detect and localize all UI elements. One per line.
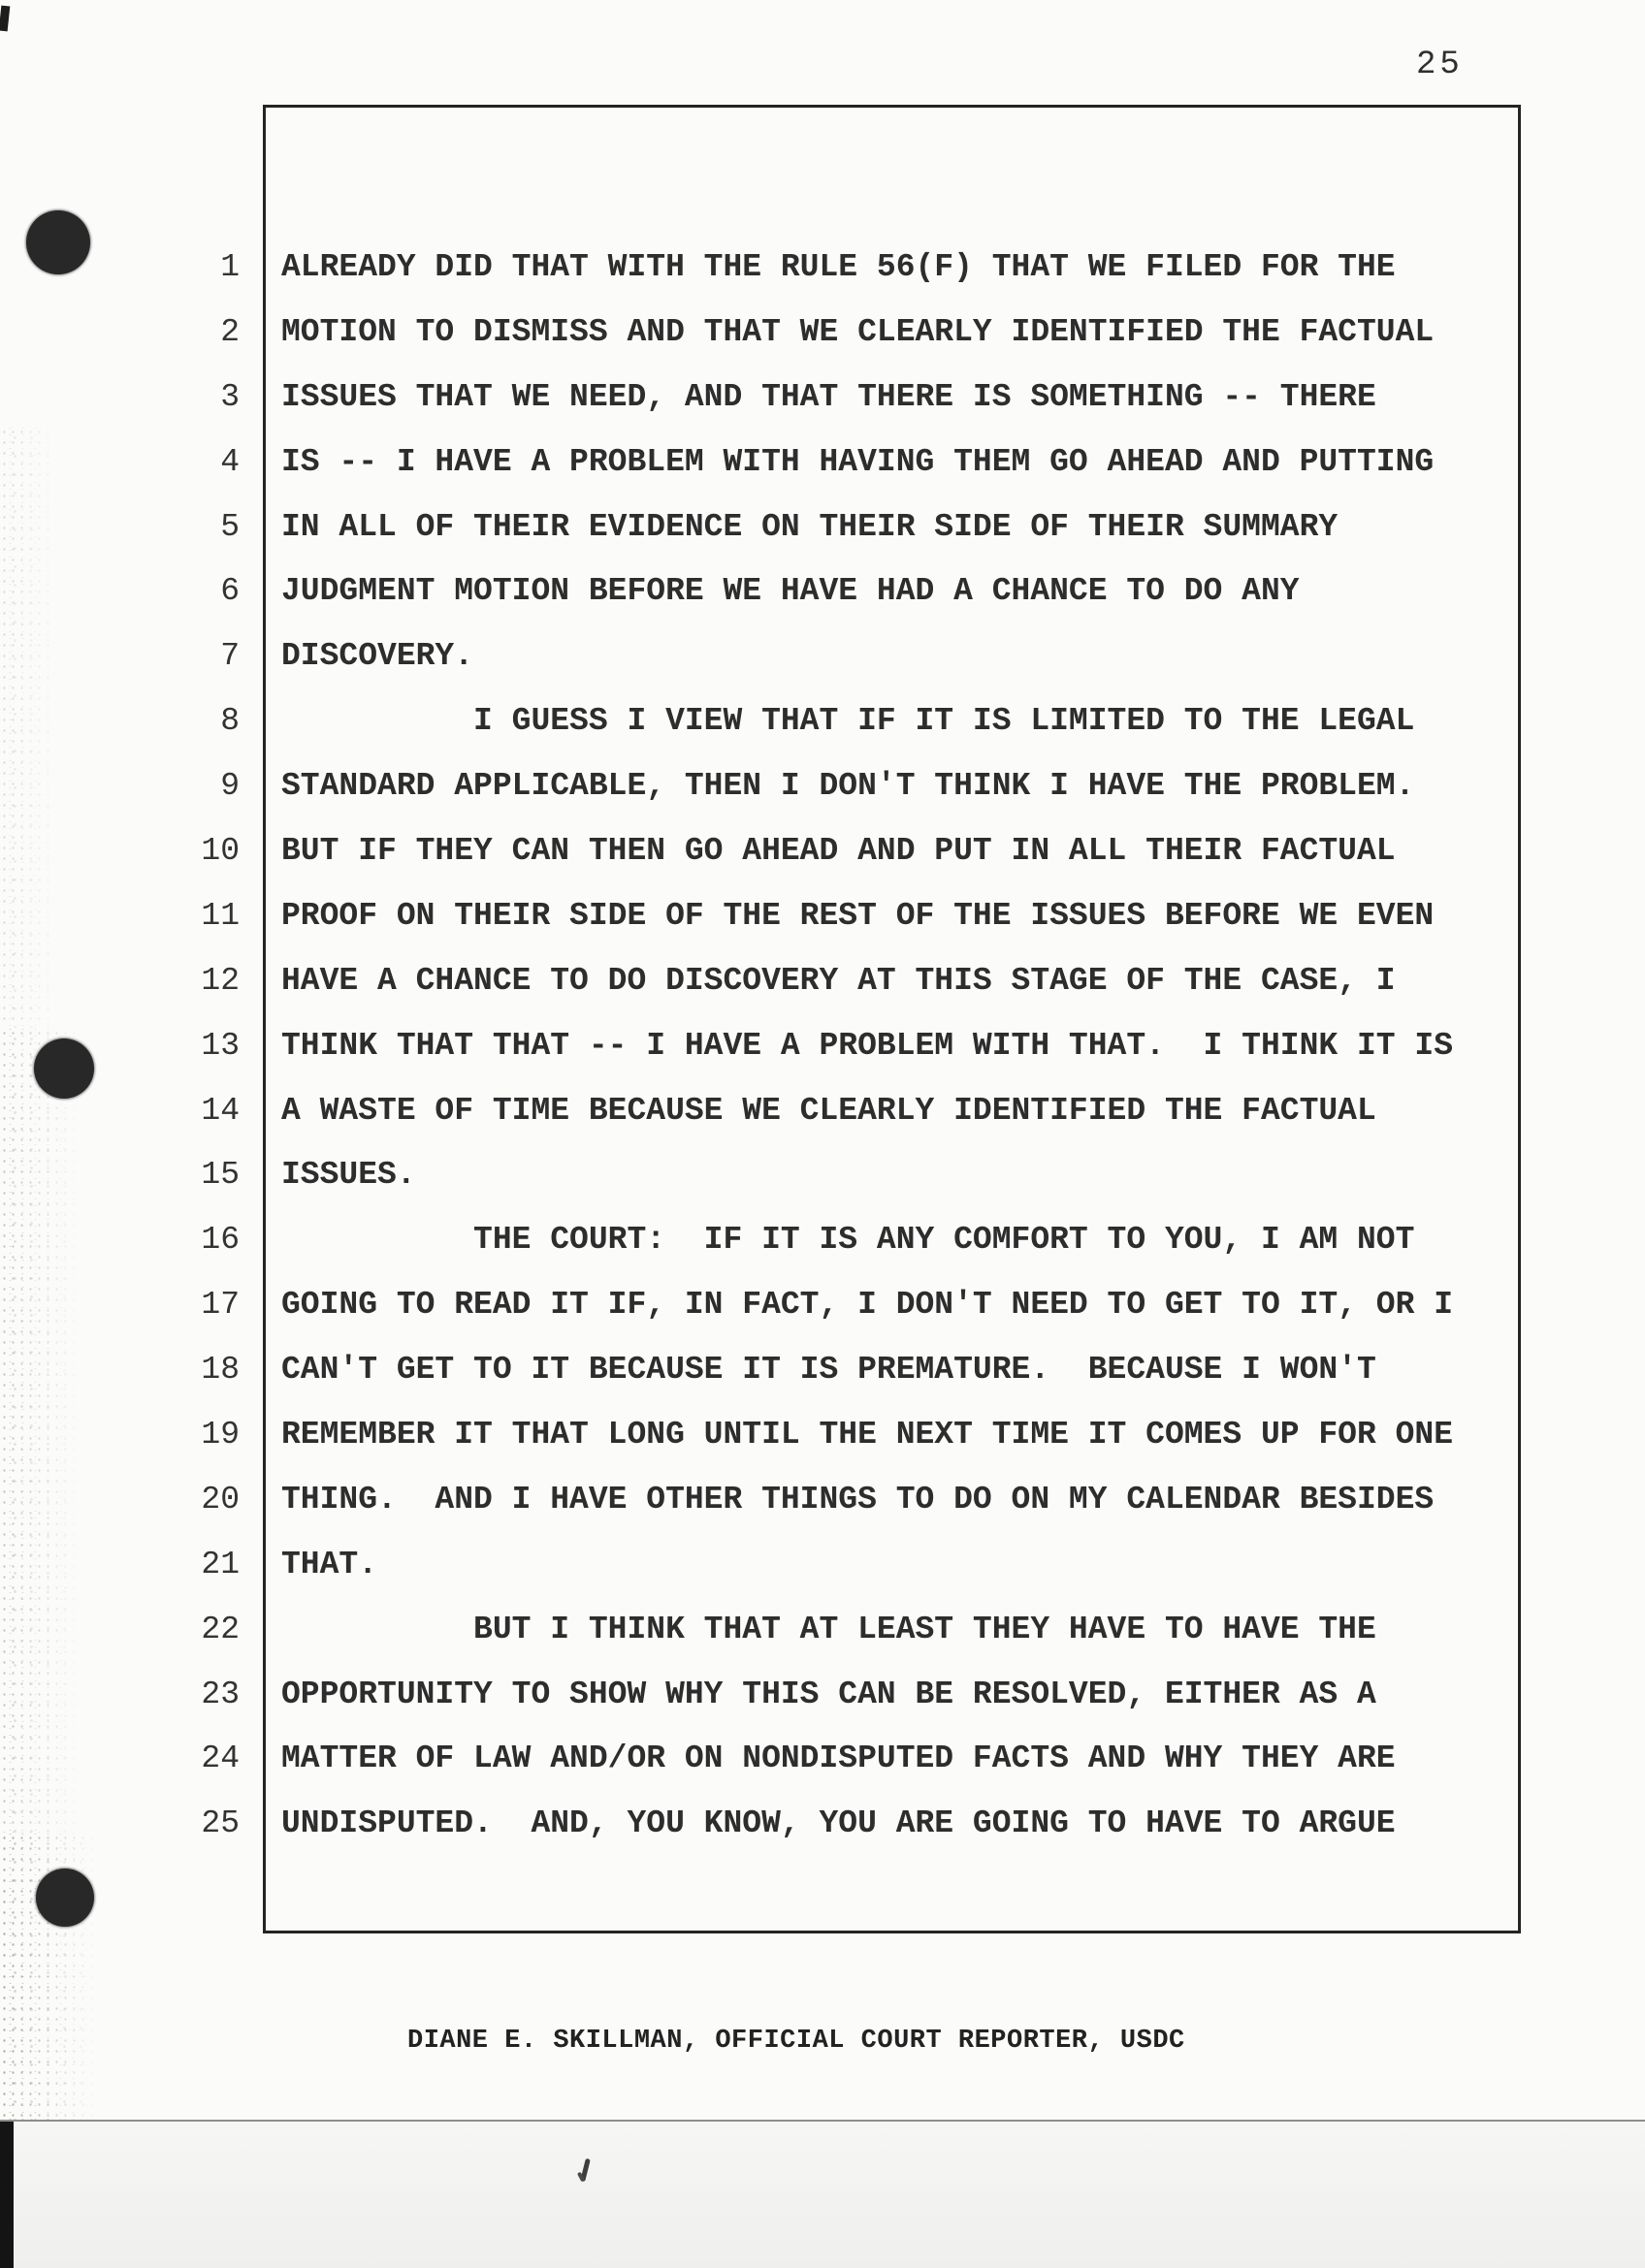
line-text: HAVE A CHANCE TO DO DISCOVERY AT THIS STAGE OF THE CASE, I	[281, 962, 1396, 999]
line-number: 15	[201, 1157, 240, 1194]
line-number: 12	[201, 962, 240, 999]
line-number: 22	[201, 1611, 240, 1647]
line-text: IN ALL OF THEIR EVIDENCE ON THEIR SIDE OF THEIR SUMMARY	[281, 508, 1339, 545]
transcript-line	[0, 508, 1645, 576]
transcript-line	[0, 962, 1645, 1030]
line-text: MOTION TO DISMISS AND THAT WE CLEARLY IDENTIFIED THE FACTUAL	[281, 313, 1435, 350]
transcript-line	[0, 1289, 1645, 1354]
line-text: ALREADY DID THAT WITH THE RULE 56(F) THAT WE FILED FOR THE	[281, 249, 1396, 285]
line-number: 10	[201, 833, 240, 870]
line-text: MATTER OF LAW AND/OR ON NONDISPUTED FACTS AND WHY THEY ARE	[281, 1741, 1396, 1777]
line-number: 8	[220, 703, 240, 740]
line-number: 16	[201, 1222, 240, 1259]
line-text: A WASTE OF TIME BECAUSE WE CLEARLY IDENTIFIED THE FACTUAL	[281, 1092, 1376, 1129]
transcript-line	[0, 1678, 1645, 1743]
line-text: IS -- I HAVE A PROBLEM WITH HAVING THEM GO AHEAD AND PUTTING	[281, 443, 1435, 480]
line-number: 21	[201, 1546, 240, 1582]
transcript-line	[0, 897, 1645, 965]
line-number: 18	[201, 1352, 240, 1389]
line-text: I GUESS I VIEW THAT IF IT IS LIMITED TO THE LEGAL	[281, 703, 1415, 740]
transcript-line	[0, 251, 1645, 316]
line-text: REMEMBER IT THAT LONG UNTIL THE NEXT TIME IT COMES UP FOR ONE	[281, 1417, 1453, 1453]
line-number: 13	[201, 1027, 240, 1064]
transcript-lines	[0, 251, 1645, 1872]
page-number: 25	[1416, 47, 1464, 83]
transcript-line	[0, 1807, 1645, 1872]
hole-punch-bottom	[36, 1869, 94, 1927]
line-text: THINK THAT THAT -- I HAVE A PROBLEM WITH THAT. I THINK IT IS	[281, 1027, 1453, 1064]
line-text: CAN'T GET TO IT BECAUSE IT IS PREMATURE. BECAUSE I WON'T	[281, 1352, 1376, 1389]
transcript-line	[0, 1546, 1645, 1613]
line-number: 20	[201, 1481, 240, 1517]
line-text: UNDISPUTED. AND, YOU KNOW, YOU ARE GOING TO HAVE TO ARGUE	[281, 1805, 1396, 1842]
line-number: 7	[220, 638, 240, 675]
line-text: DISCOVERY.	[281, 638, 474, 675]
transcript-line	[0, 1742, 1645, 1807]
transcript-line	[0, 705, 1645, 770]
line-number: 17	[201, 1287, 240, 1324]
reporter-footer: DIANE E. SKILLMAN, OFFICIAL COURT REPORTER, USDC	[407, 2027, 1185, 2056]
transcript-line	[0, 1027, 1645, 1095]
line-text: GOING TO READ IT IF, IN FACT, I DON'T NEED TO GET TO IT, OR I	[281, 1287, 1453, 1324]
line-number: 11	[201, 897, 240, 934]
transcript-line	[0, 835, 1645, 900]
line-number: 5	[220, 508, 240, 545]
line-text: STANDARD APPLICABLE, THEN I DON'T THINK I HAVE THE PROBLEM.	[281, 768, 1415, 805]
line-number: 14	[201, 1092, 240, 1129]
line-number: 4	[220, 443, 240, 480]
line-number: 25	[201, 1805, 240, 1842]
line-number: 6	[220, 573, 240, 610]
line-number: 23	[201, 1676, 240, 1712]
line-number: 3	[220, 378, 240, 415]
line-number: 24	[201, 1741, 240, 1777]
transcript-line	[0, 640, 1645, 705]
line-number: 9	[220, 768, 240, 805]
transcript-line	[0, 313, 1645, 381]
line-text: THING. AND I HAVE OTHER THINGS TO DO ON MY CALENDAR BESIDES	[281, 1481, 1435, 1517]
scan-bottom-left-bar	[0, 2122, 14, 2268]
scan-bottom-edge	[0, 2122, 1645, 2268]
line-text: OPPORTUNITY TO SHOW WHY THIS CAN BE RESOLVED, EITHER AS A	[281, 1676, 1376, 1712]
transcript-line	[0, 1092, 1645, 1160]
transcript-line	[0, 443, 1645, 511]
transcript-line	[0, 1354, 1645, 1419]
line-text: BUT I THINK THAT AT LEAST THEY HAVE TO HAVE THE	[281, 1611, 1376, 1647]
line-number: 1	[220, 249, 240, 285]
line-text: THAT.	[281, 1546, 378, 1582]
transcript-line	[0, 1224, 1645, 1289]
line-text: JUDGMENT MOTION BEFORE WE HAVE HAD A CHANCE TO DO ANY	[281, 573, 1300, 610]
transcript-line	[0, 770, 1645, 835]
transcript-line	[0, 1419, 1645, 1484]
line-text: BUT IF THEY CAN THEN GO AHEAD AND PUT IN ALL THEIR FACTUAL	[281, 833, 1396, 870]
transcript-line	[0, 378, 1645, 446]
transcript-line	[0, 1613, 1645, 1678]
scan-corner-speck	[0, 6, 10, 32]
line-text: ISSUES.	[281, 1157, 416, 1194]
transcript-line	[0, 1159, 1645, 1224]
line-number: 2	[220, 313, 240, 350]
line-text: PROOF ON THEIR SIDE OF THE REST OF THE ISSUES BEFORE WE EVEN	[281, 897, 1435, 934]
transcript-line	[0, 575, 1645, 640]
line-number: 19	[201, 1417, 240, 1453]
transcript-line	[0, 1481, 1645, 1549]
line-text: THE COURT: IF IT IS ANY COMFORT TO YOU, I AM NOT	[281, 1222, 1415, 1259]
line-text: ISSUES THAT WE NEED, AND THAT THERE IS SOMETHING -- THERE	[281, 378, 1376, 415]
